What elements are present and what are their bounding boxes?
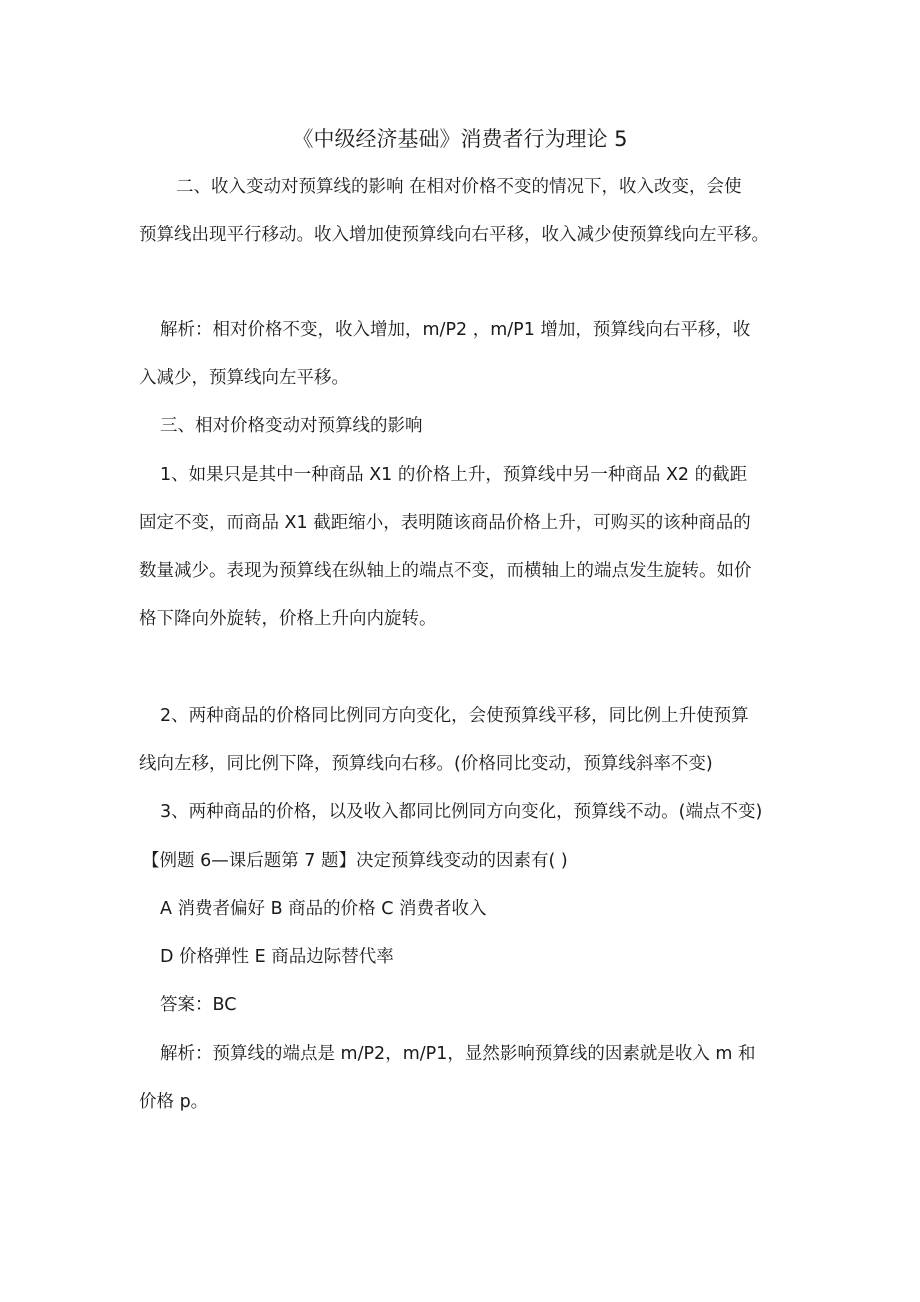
example-question: 【例题 6—课后题第 7 题】决定预算线变动的因素有( ) <box>142 851 568 871</box>
paragraph-line: 价格 p。 <box>139 1092 209 1112</box>
paragraph-line: 1、如果只是其中一种商品 X1 的价格上升，预算线中另一种商品 X2 的截距 <box>160 465 748 485</box>
answer-options-line: A 消费者偏好 B 商品的价格 C 消费者收入 <box>160 899 487 919</box>
document-title: 《中级经济基础》消费者行为理论 5 <box>292 127 628 151</box>
paragraph-line: 3、两种商品的价格，以及收入都同比例同方向变化，预算线不动。(端点不变) <box>160 802 763 822</box>
paragraph-line: 2、两种商品的价格同比例同方向变化，会使预算线平移，同比例上升使预算 <box>160 706 749 726</box>
paragraph-line: 预算线出现平行移动。收入增加使预算线向右平移，收入减少使预算线向左平移。 <box>139 225 769 245</box>
paragraph-line: 固定不变，而商品 X1 截距缩小，表明随该商品价格上升，可购买的该种商品的 <box>139 513 751 533</box>
answer-options-line: D 价格弹性 E 商品边际替代率 <box>160 947 394 967</box>
paragraph-line: 格下降向外旋转，价格上升向内旋转。 <box>139 609 437 629</box>
paragraph-line: 入减少，预算线向左平移。 <box>139 368 349 388</box>
paragraph-line: 解析：预算线的端点是 m/P2，m/P1，显然影响预算线的因素就是收入 m 和 <box>160 1044 756 1064</box>
paragraph-line: 线向左移，同比例下降，预算线向右移。(价格同比变动，预算线斜率不变) <box>139 754 713 774</box>
paragraph-line: 解析：相对价格不变，收入增加，m/P2 ，m/P1 增加，预算线向右平移，收 <box>160 320 751 340</box>
paragraph-line: 二、收入变动对预算线的影响 在相对价格不变的情况下，收入改变，会使 <box>176 177 742 197</box>
paragraph-line: 数量减少。表现为预算线在纵轴上的端点不变，而横轴上的端点发生旋转。如价 <box>139 561 752 581</box>
section-heading: 三、相对价格变动对预算线的影响 <box>160 416 423 436</box>
answer-line: 答案：BC <box>160 995 237 1015</box>
